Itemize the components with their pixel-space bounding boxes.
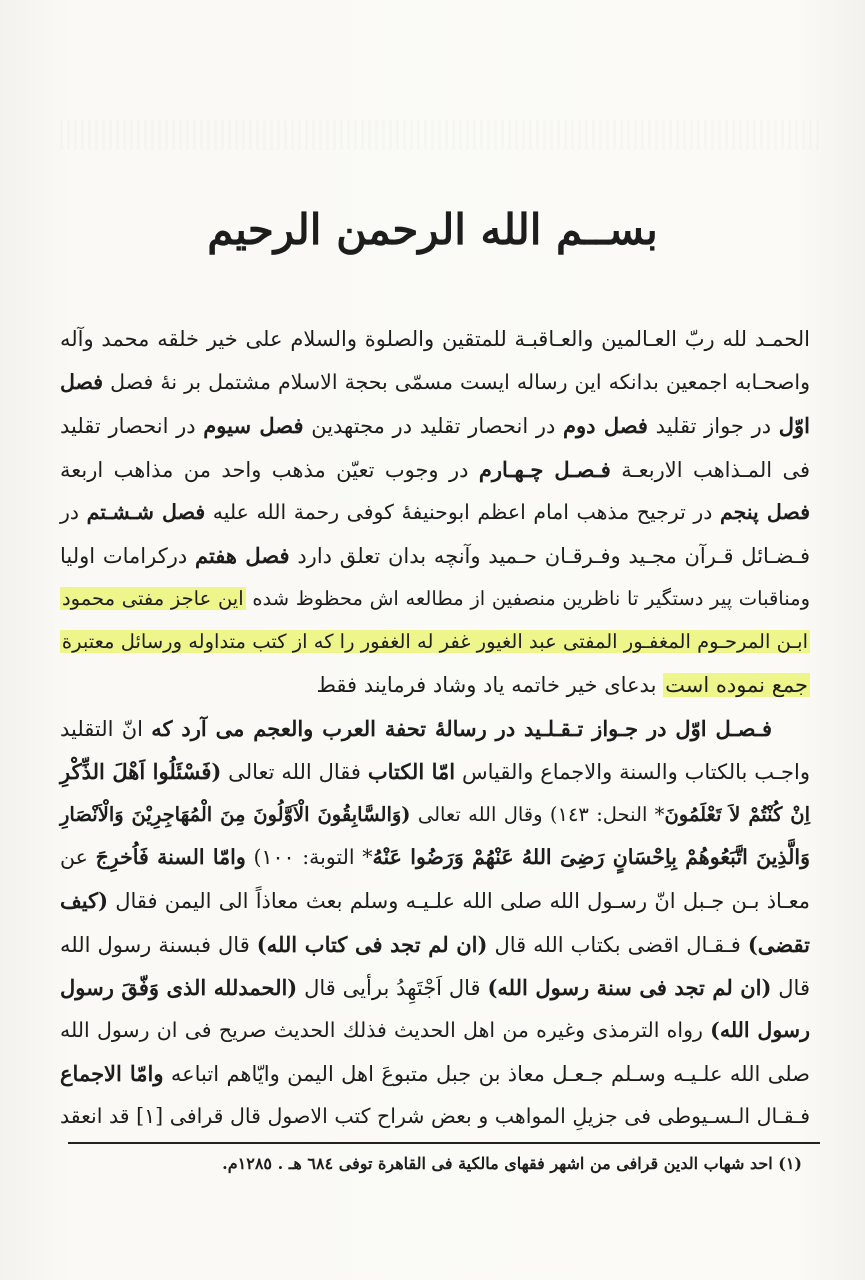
text-line <box>60 361 810 404</box>
highlighted-text: ابـن المرحـوم المغفـور المفتی عبد الغيور غفر له الغفور را که از کتب متداوله ورسائل معتبرة <box>61 630 808 654</box>
text-segment: در ترجيح مذهب امام اعظم ابوحنيفهٔ کوفی رحمة الله عليه <box>205 499 720 524</box>
bold-text: (الحمدلله الذی وَفّقَ رسول <box>60 974 298 1000</box>
bold-text: فصل هفتم <box>194 542 290 568</box>
bold-text: اوّل <box>778 413 810 439</box>
text-line <box>60 923 810 966</box>
bold-text: فـصـل چـهـارم <box>478 456 611 482</box>
text-line <box>60 836 810 879</box>
bold-text: فصل پنجم <box>719 499 810 524</box>
bold-text: (ان لم تجد فی کتاب الله) <box>256 931 488 957</box>
bold-text: وَالَّذِينَ اتَّبَعُوهُمْ بِاِحْسَانٍ رَضِیَ اللهُ عَنْهُمْ وَرَضُوا عَنْهُ <box>372 845 811 870</box>
bold-text: فـصـل اوّل در جـواز تـقـلـيد در رسالهٔ تحفة العرب والعجم می آرد که <box>151 715 772 741</box>
show-through-text <box>60 120 820 150</box>
footnote: (١) احد شهاب الدين قرافی من اشهر فقهای مالکية فی القاهرة توفی ٦٨٤ هـ . ١٢٨٥م. <box>222 1154 802 1173</box>
text-line <box>60 577 810 620</box>
bold-text: فصل دوم <box>563 413 648 439</box>
text-line <box>60 1052 810 1095</box>
text-line <box>60 318 810 361</box>
text-line <box>60 620 810 663</box>
bold-text: فصل <box>60 370 104 395</box>
text-segment: رواه الترمذی وغيره من اهل الحديث فذلك الحديث صريح فی ان رسول الله <box>60 1018 711 1042</box>
highlighted-text: اين عاجز مفتی محمود <box>62 587 244 611</box>
bold-text: اِنْ کُنْتُمْ لاَ تَعْلَمُونَ <box>664 803 810 827</box>
text-line <box>60 750 810 793</box>
text-segment: فـقـال اقضی بکتاب الله قال <box>487 932 748 957</box>
text-line <box>60 879 810 922</box>
bold-text: امّا الکتاب <box>367 758 456 784</box>
text-segment: در وجوب تعيّن مذهب واحد من مذاهب اربعة <box>60 457 479 482</box>
text-line <box>60 534 810 577</box>
bold-text: تقضی) <box>747 931 810 957</box>
text-segment: فقال الله تعالی <box>221 759 368 784</box>
bold-text: (وَالسَّابِقُونَ الْاَوَّلُونَ مِنَ الْمُهَاجِرِيْنَ وَالْاَنْصَارِ <box>60 803 411 827</box>
text-segment: بدعای خير خاتمه ياد وشاد فرمايند فقط <box>316 672 664 697</box>
body-text <box>60 318 810 1139</box>
text-segment: فـقـال الـسـيوطی فی جزيلِ المواهب و بعض شراح کتب الاصول قال قرافی [١] قد انعقد <box>60 1104 810 1129</box>
text-line <box>60 448 810 491</box>
text-segment: الحمـد لله ربّ العـالمين والعـاقبـة للمتقين والصلوة والسلام على خير خلقه محمد وآله <box>60 327 810 351</box>
text-segment: * التوبة: ١٠٠) <box>245 845 373 870</box>
bold-text: وامّا السنة فَاُخرِجَ <box>95 845 246 870</box>
text-segment: واصحـابه اجمعين بدانكه اين رساله ايست مسمّی بحجة الاسلام مشتمل بر نهٔ فصل <box>103 370 810 395</box>
basmala-heading: بســم الله الرحمن الرحيم <box>207 205 658 254</box>
text-segment: انّ التقليد <box>60 716 152 741</box>
text-segment: قال فبسنة رسول الله <box>60 932 257 957</box>
bold-text: فصل سيوم <box>203 413 304 439</box>
text-segment: در انحصار تقليد <box>60 414 204 439</box>
text-line <box>60 707 810 750</box>
text-line <box>60 793 810 836</box>
text-segment: فی المـذاهب الاربعـة <box>610 457 810 482</box>
text-segment: عن <box>60 845 96 870</box>
text-segment: واجـب بالکتاب والسنة والاجماع والقياس <box>455 759 810 784</box>
text-segment: قال اَجْتَهِدُ برأيی قال <box>297 975 488 1000</box>
text-line <box>60 966 810 1009</box>
text-segment: * النحل: ١٤٣) وقال الله تعالی <box>410 803 665 827</box>
text-segment: در انحصار تقليد در مجتهدين <box>303 414 564 439</box>
text-line <box>60 1009 810 1052</box>
text-segment: معـاذ بـن جـبل انّ رسـول الله صلی الله علـيـه وسلم بعث معاذاً الی اليمن فقال <box>108 889 810 914</box>
highlighted-text: جمع نموده است <box>665 672 808 697</box>
bold-text: فصل شـشـتم <box>86 499 206 524</box>
text-segment: ومناقبات پير دستگير تا ناظرين منصفين از مطالعه اش محظوظ شده <box>245 587 810 611</box>
bold-text: (ان لم تجد فی سنة رسول الله) <box>487 974 772 1000</box>
bold-text: رسول الله) <box>710 1018 810 1042</box>
footnote-divider <box>68 1142 820 1144</box>
text-segment: در <box>60 499 87 524</box>
text-segment: صلی الله علـيـه وسـلم جـعـل معاذ بن جبل متبوعَ اهل اليمن وايّاهم اتباعه <box>163 1062 811 1087</box>
text-segment: در جواز تقليد <box>647 414 779 439</box>
text-segment: قال <box>771 975 810 1000</box>
text-line <box>60 1095 810 1138</box>
text-line <box>60 664 810 707</box>
text-segment: فـضـائل قـرآن مجـيد وفـرقـان حـميد وآنچه بدان تعلق دارد <box>289 543 810 568</box>
bold-text: وامّا الاجماع <box>60 1061 164 1087</box>
text-line <box>60 491 810 534</box>
bold-text: (کيف <box>60 888 109 914</box>
bold-text: (فَسْئَلُوا اَهْلَ الذِّکْرِ <box>60 758 222 784</box>
text-segment: درکرامات اوليا <box>60 543 195 568</box>
text-line <box>60 404 810 447</box>
